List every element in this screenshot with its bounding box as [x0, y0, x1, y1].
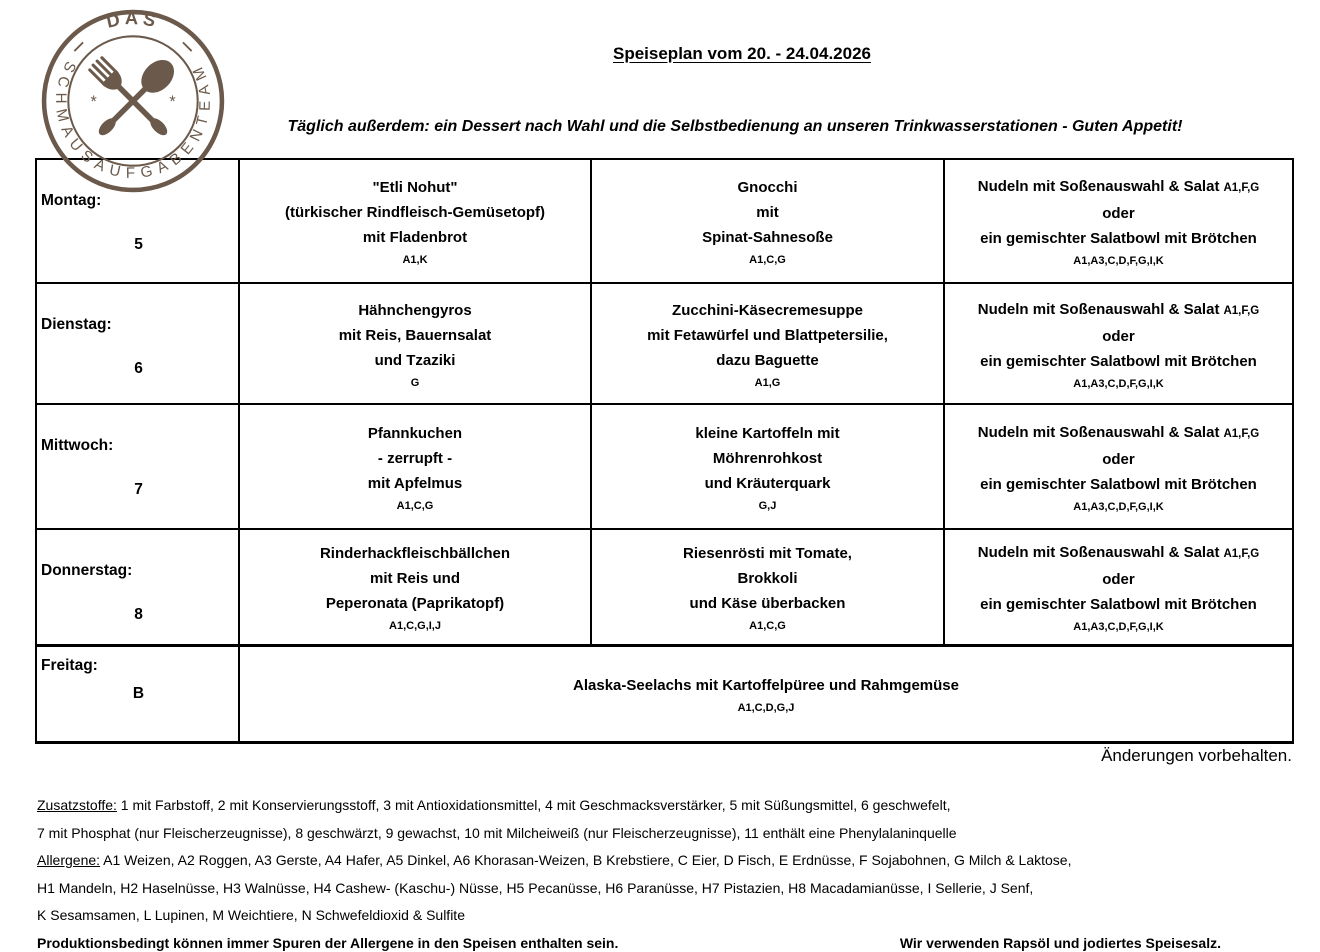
logo-ring-text: SCHMAUSAUFGABENTEAM: [52, 58, 214, 182]
day-number: B: [132, 684, 145, 702]
oil-note: Wir verwenden Rapsöl und jodiertes Speisesalz.: [899, 934, 1221, 951]
meal-line-text: Nudeln mit Soßenauswahl & Salat: [977, 178, 1220, 195]
meal-cell: [591, 529, 944, 645]
meal-line: [949, 174, 1288, 201]
meal-line: mit: [756, 204, 779, 221]
schmausaufgabenteam-logo: [40, 8, 226, 194]
meal-line: mit Reis, Bauernsalat: [338, 326, 492, 344]
day-number: 8: [134, 606, 143, 623]
meal-line: und Käse überbacken: [689, 594, 846, 612]
changes-reserved-note: Änderungen vorbehalten.: [1101, 746, 1292, 765]
footer-legend: [37, 792, 1299, 952]
allergene-text: A1 Weizen, A2 Roggen, A3 Gerste, A4 Hafer, A5 Dinkel, A6 Khorasan-Weizen, B Krebstiere, C Eier, D Fisch, E Erdnüsse, F Sojabohnen, G Milch & Laktose,: [100, 852, 1072, 868]
meal-line: Pfannkuchen: [367, 424, 463, 442]
meal-line: ein gemischter Salatbowl mit Brötchen: [980, 475, 1257, 493]
meal-cell: [239, 159, 591, 283]
meal-cell: [239, 404, 591, 529]
day-cell: [36, 645, 239, 742]
zusatzstoffe-text: 1 mit Farbstoff, 2 mit Konservierungsstoff, 3 mit Antioxidationsmittel, 4 mit Geschmacksverstärker, 5 mit Süßungsmittel, 6 geschwefelt,: [116, 797, 951, 813]
allergene-line3: K Sesamsamen, L Lupinen, M Weichtiere, N Schwefeldioxid & Sulfite: [37, 907, 465, 923]
day-label: Mittwoch:: [41, 437, 114, 454]
allergen-codes: G,J: [758, 499, 777, 512]
table-row-mittwoch: [36, 404, 1293, 529]
table-row-freitag: [36, 645, 1293, 742]
footer-bold-line: [37, 930, 1299, 952]
meal-line-text: Nudeln mit Soßenauswahl & Salat: [977, 300, 1220, 318]
zusatzstoffe-line2: 7 mit Phosphat (nur Fleischerzeugnisse), 8 geschwärzt, 9 gewachst, 10 mit Milcheiweiß (nur Fleischerzeugnisse), 11 enthält eine Phenylalaninquelle: [37, 824, 957, 841]
meal-line: dazu Baguette: [716, 351, 819, 369]
meal-cell: [239, 529, 591, 645]
meal-line-text: Nudeln mit Soßenauswahl & Salat: [977, 423, 1220, 441]
allergen-codes: A1,A3,C,D,F,G,I,K: [1073, 255, 1164, 267]
allergen-codes: A1,A3,C,D,F,G,I,K: [1073, 377, 1164, 390]
meal-line: mit Reis und: [369, 569, 460, 587]
page-subtitle: Täglich außerdem: ein Dessert nach Wahl und die Selbstbedienung an unseren Trinkwasserstationen - Guten Appetit!: [287, 118, 1183, 135]
meal-line: Möhrenrohkost: [712, 449, 823, 467]
zusatzstoffe-line1: [37, 792, 1299, 820]
allergen-codes: A1,A3,C,D,F,G,I,K: [1073, 500, 1164, 513]
meal-line: [949, 540, 1288, 567]
meal-line: [949, 420, 1288, 447]
allergen-codes: A1,F,G: [1223, 182, 1260, 194]
allergen-codes: A1,C,G: [396, 499, 434, 512]
allergen-codes: A1,C,G: [749, 254, 786, 266]
table-row-dienstag: [36, 283, 1293, 404]
meal-cell: [239, 283, 591, 404]
meal-line: Hähnchengyros: [358, 301, 472, 319]
meal-line: ein gemischter Salatbowl mit Brötchen: [980, 230, 1257, 247]
meal-line-text: Nudeln mit Soßenauswahl & Salat: [977, 543, 1220, 561]
logo-left-star: *: [90, 93, 97, 112]
meal-line: und Kräuterquark: [704, 474, 831, 492]
allergen-codes: A1,C,G: [749, 619, 786, 632]
meal-line: Gnocchi: [737, 179, 798, 196]
allergen-codes: A1,K: [402, 254, 428, 266]
meal-line: - zerrupft -: [377, 449, 453, 467]
meal-line: oder: [1102, 205, 1135, 222]
logo-right-dash: [183, 42, 192, 51]
meal-cell: [944, 159, 1293, 283]
logo-top-text: DAS: [104, 8, 162, 32]
meal-line: "Etli Nohut": [372, 179, 458, 196]
meal-line: Riesenrösti mit Tomate,: [683, 544, 852, 562]
meal-line: Zucchini-Käsecremesuppe: [672, 301, 863, 319]
allergen-codes: A1,A3,C,D,F,G,I,K: [1073, 620, 1164, 633]
meal-cell: [591, 283, 944, 404]
allergen-codes: A1,G: [754, 376, 781, 389]
day-number: 5: [134, 236, 143, 253]
meal-line: Rinderhackfleischbällchen: [319, 544, 511, 562]
meal-line: mit Fetawürfel und Blattpetersilie,: [647, 326, 888, 344]
meal-line: [949, 297, 1288, 324]
meal-cell: [591, 404, 944, 529]
day-label: Montag:: [41, 192, 102, 209]
meal-line: oder: [1102, 570, 1135, 588]
allergene-label: Allergene:: [37, 852, 101, 868]
cutlery-stamp-icon: [40, 8, 226, 194]
menu-table: [35, 158, 1294, 744]
day-number: 6: [134, 360, 143, 377]
day-label: Donnerstag:: [41, 562, 133, 579]
meal-line: oder: [1102, 327, 1135, 345]
meal-line: ein gemischter Salatbowl mit Brötchen: [980, 595, 1257, 613]
meal-cell: [944, 529, 1293, 645]
meal-line: (türkischer Rindfleisch-Gemüsetopf): [284, 204, 546, 221]
meal-cell: [944, 404, 1293, 529]
logo-right-star: *: [169, 93, 176, 112]
allergen-codes: A1,F,G: [1223, 427, 1260, 440]
day-number: 7: [134, 481, 143, 498]
meal-cell-friday: [239, 645, 1293, 742]
meal-line: Peperonata (Paprikatopf): [325, 594, 505, 612]
meal-cell: [944, 283, 1293, 404]
page-title: Speiseplan vom 20. - 24.04.2026: [613, 44, 871, 63]
table-row-donnerstag: [36, 529, 1293, 645]
production-note: Produktionsbedingt können immer Spuren der Allergene in den Speisen enthalten sein.: [37, 934, 619, 951]
meal-line: und Tzaziki: [374, 351, 456, 369]
meal-line: Alaska-Seelachs mit Kartoffelpüree und Rahmgemüse: [573, 676, 959, 694]
meal-line: mit Fladenbrot: [362, 229, 468, 246]
meal-line: kleine Kartoffeln mit: [695, 424, 840, 442]
allergen-codes: A1,C,D,G,J: [737, 701, 795, 714]
day-label: Dienstag:: [41, 316, 112, 333]
day-label: Freitag:: [41, 656, 98, 674]
allergene-line1: [37, 847, 1299, 875]
allergen-codes: G: [410, 376, 420, 389]
zusatzstoffe-label: Zusatzstoffe:: [37, 797, 117, 813]
meal-cell: [591, 159, 944, 283]
allergen-codes: A1,C,G,I,J: [389, 619, 441, 632]
logo-left-dash: [74, 42, 83, 51]
meal-line: oder: [1102, 450, 1135, 468]
day-cell: [36, 283, 239, 404]
day-cell: [36, 404, 239, 529]
allergen-codes: A1,F,G: [1223, 547, 1260, 560]
allergene-line2: H1 Mandeln, H2 Haselnüsse, H3 Walnüsse, H4 Cashew- (Kaschu-) Nüsse, H5 Pecanüsse, H6 Paranüsse, H7 Pistazien, H8 Macadamianüsse, I Sellerie, J Senf,: [37, 879, 1034, 896]
meal-line: Brokkoli: [737, 569, 798, 587]
day-cell: [36, 529, 239, 645]
allergen-codes: A1,F,G: [1223, 304, 1260, 317]
meal-line: ein gemischter Salatbowl mit Brötchen: [980, 352, 1257, 370]
meal-line: mit Apfelmus: [367, 474, 463, 492]
meal-line: Spinat-Sahnesoße: [702, 229, 833, 246]
